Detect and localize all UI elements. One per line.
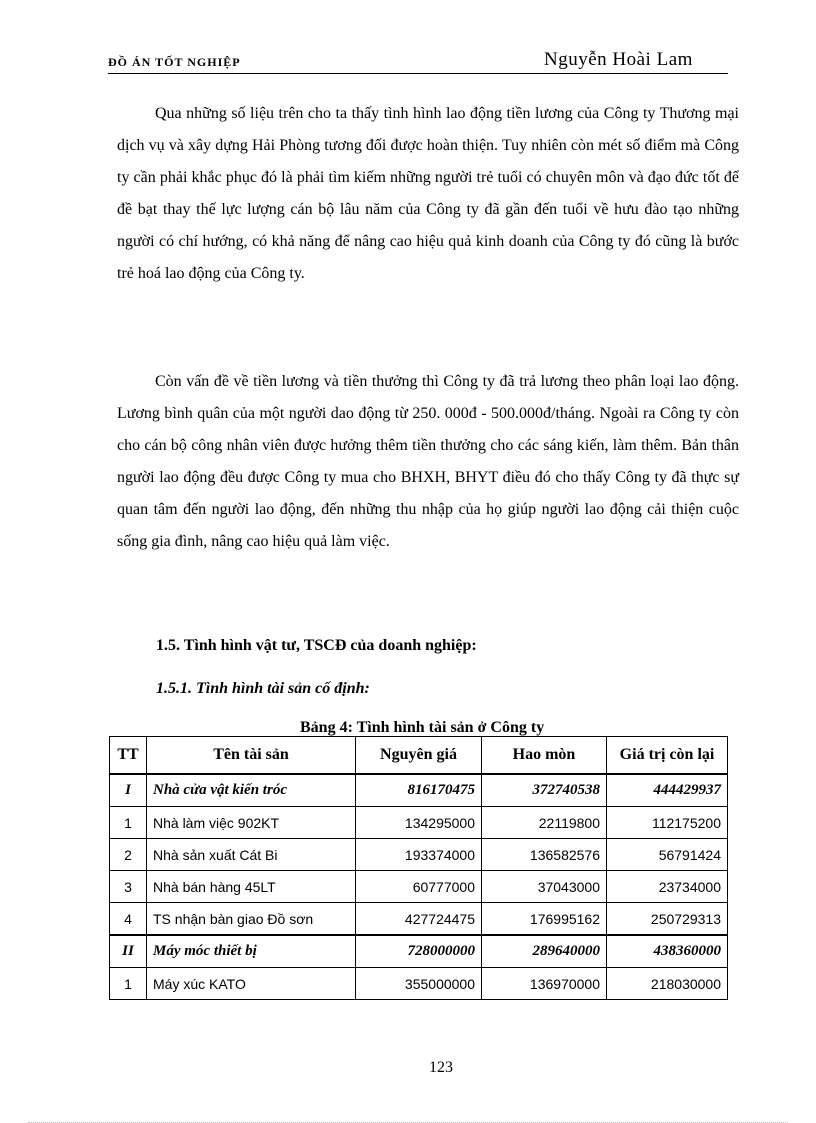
page-number: 123 [429,1059,453,1076]
cell-depreciation: 372740538 [482,774,607,807]
cell-remaining-value: 444429937 [607,774,728,807]
cell-tt: 4 [110,903,147,936]
table-caption: Bảng 4: Tình hình tài sản ở Công ty [300,719,545,736]
cell-depreciation: 136582576 [482,839,607,871]
cell-depreciation: 176995162 [482,903,607,936]
cell-original-cost: 193374000 [356,839,482,871]
cell-original-cost: 134295000 [356,807,482,839]
cell-remaining-value: 218030000 [607,968,728,1000]
cell-tt: I [110,774,147,807]
header-divider [108,73,728,74]
column-header-depreciation: Hao mòn [482,737,607,775]
table-row [110,968,728,1000]
cell-asset-name: TS nhận bàn giao Đồ sơn [147,903,356,936]
column-header-remaining-value: Giá trị còn lại [607,737,728,775]
table-row-group [110,774,728,807]
cell-tt: 1 [110,968,147,1000]
cell-depreciation: 37043000 [482,871,607,903]
subsection-heading: 1.5.1. Tình hình tài sản cố định: [156,680,370,697]
cell-tt: 1 [110,807,147,839]
column-header-asset-name: Tên tài sản [147,737,356,775]
cell-original-cost: 355000000 [356,968,482,1000]
cell-depreciation: 289640000 [482,935,607,968]
paragraph-salary-summary: Còn vấn đề về tiền lương và tiền thưởng thì Công ty đã trả lương theo phân loại lao động. Lương bình quân của một người dao động từ 250. 000đ - 500.000đ/tháng. Ngoài ra Công ty còn cho cán bộ công nhân viên được hưởng thêm tiền thưởng cho các sáng kiến, làm thêm. Bản thân người lao động đều được Công ty mua cho BHXH, BHYT điều đó cho thấy Công ty đã thực sự quan tâm đến người lao động, đến những thu nhập của họ giúp người lao động cải thiện cuộc sống gia đình, nâng cao hiệu quả làm việc. [117,373,739,550]
cell-remaining-value: 250729313 [607,903,728,936]
header-author-name: Nguyễn Hoài Lam [544,49,693,70]
cell-depreciation: 22119800 [482,807,607,839]
cell-remaining-value: 23734000 [607,871,728,903]
cell-remaining-value: 438360000 [607,935,728,968]
cell-original-cost: 60777000 [356,871,482,903]
cell-remaining-value: 112175200 [607,807,728,839]
section-heading: 1.5. Tình hình vật tư, TSCĐ của doanh nghiệp: [156,637,477,654]
cell-remaining-value: 56791424 [607,839,728,871]
cell-asset-name: Nhà sản xuất Cát Bi [147,839,356,871]
paragraph-labor-summary: Qua những số liệu trên cho ta thấy tình hình lao động tiền lương của Công ty Thương mại dịch vụ và xây dựng Hải Phòng tương đối được hoàn thiện. Tuy nhiên còn mét số điểm mà Công ty cần phải khắc phục đó là phải tìm kiếm những người trẻ tuổi có chuyên môn và đạo đức tốt để đề bạt thay thế lực lượng cán bộ lâu năm của Công ty đã gần đến tuổi về hưu đào tạo những người có chí hướng, có khả năng để nâng cao hiệu quả kinh doanh của Công ty đó cũng là bước trẻ hoá lao động của Công ty. [117,105,739,282]
cell-tt: 2 [110,839,147,871]
table-row [110,871,728,903]
table-row [110,903,728,936]
cell-asset-name: Máy xúc KATO [147,968,356,1000]
table-header-row [110,737,728,775]
fixed-assets-table [109,736,728,1000]
header-document-type: ĐỒ ÁN TỐT NGHIỆP [108,55,241,69]
cell-asset-name: Nhà bán hàng 45LT [147,871,356,903]
cell-tt: 3 [110,871,147,903]
cell-original-cost: 816170475 [356,774,482,807]
table-row [110,807,728,839]
cell-original-cost: 427724475 [356,903,482,936]
column-header-original-cost: Nguyên giá [356,737,482,775]
column-header-tt: TT [110,737,147,775]
cell-tt: II [110,935,147,968]
cell-asset-name: Nhà cửa vật kiến tróc [147,774,356,807]
cell-original-cost: 728000000 [356,935,482,968]
cell-depreciation: 136970000 [482,968,607,1000]
table-row [110,839,728,871]
cell-asset-name: Máy móc thiết bị [147,935,356,968]
cell-asset-name: Nhà làm việc 902KT [147,807,356,839]
table-row-group [110,935,728,968]
